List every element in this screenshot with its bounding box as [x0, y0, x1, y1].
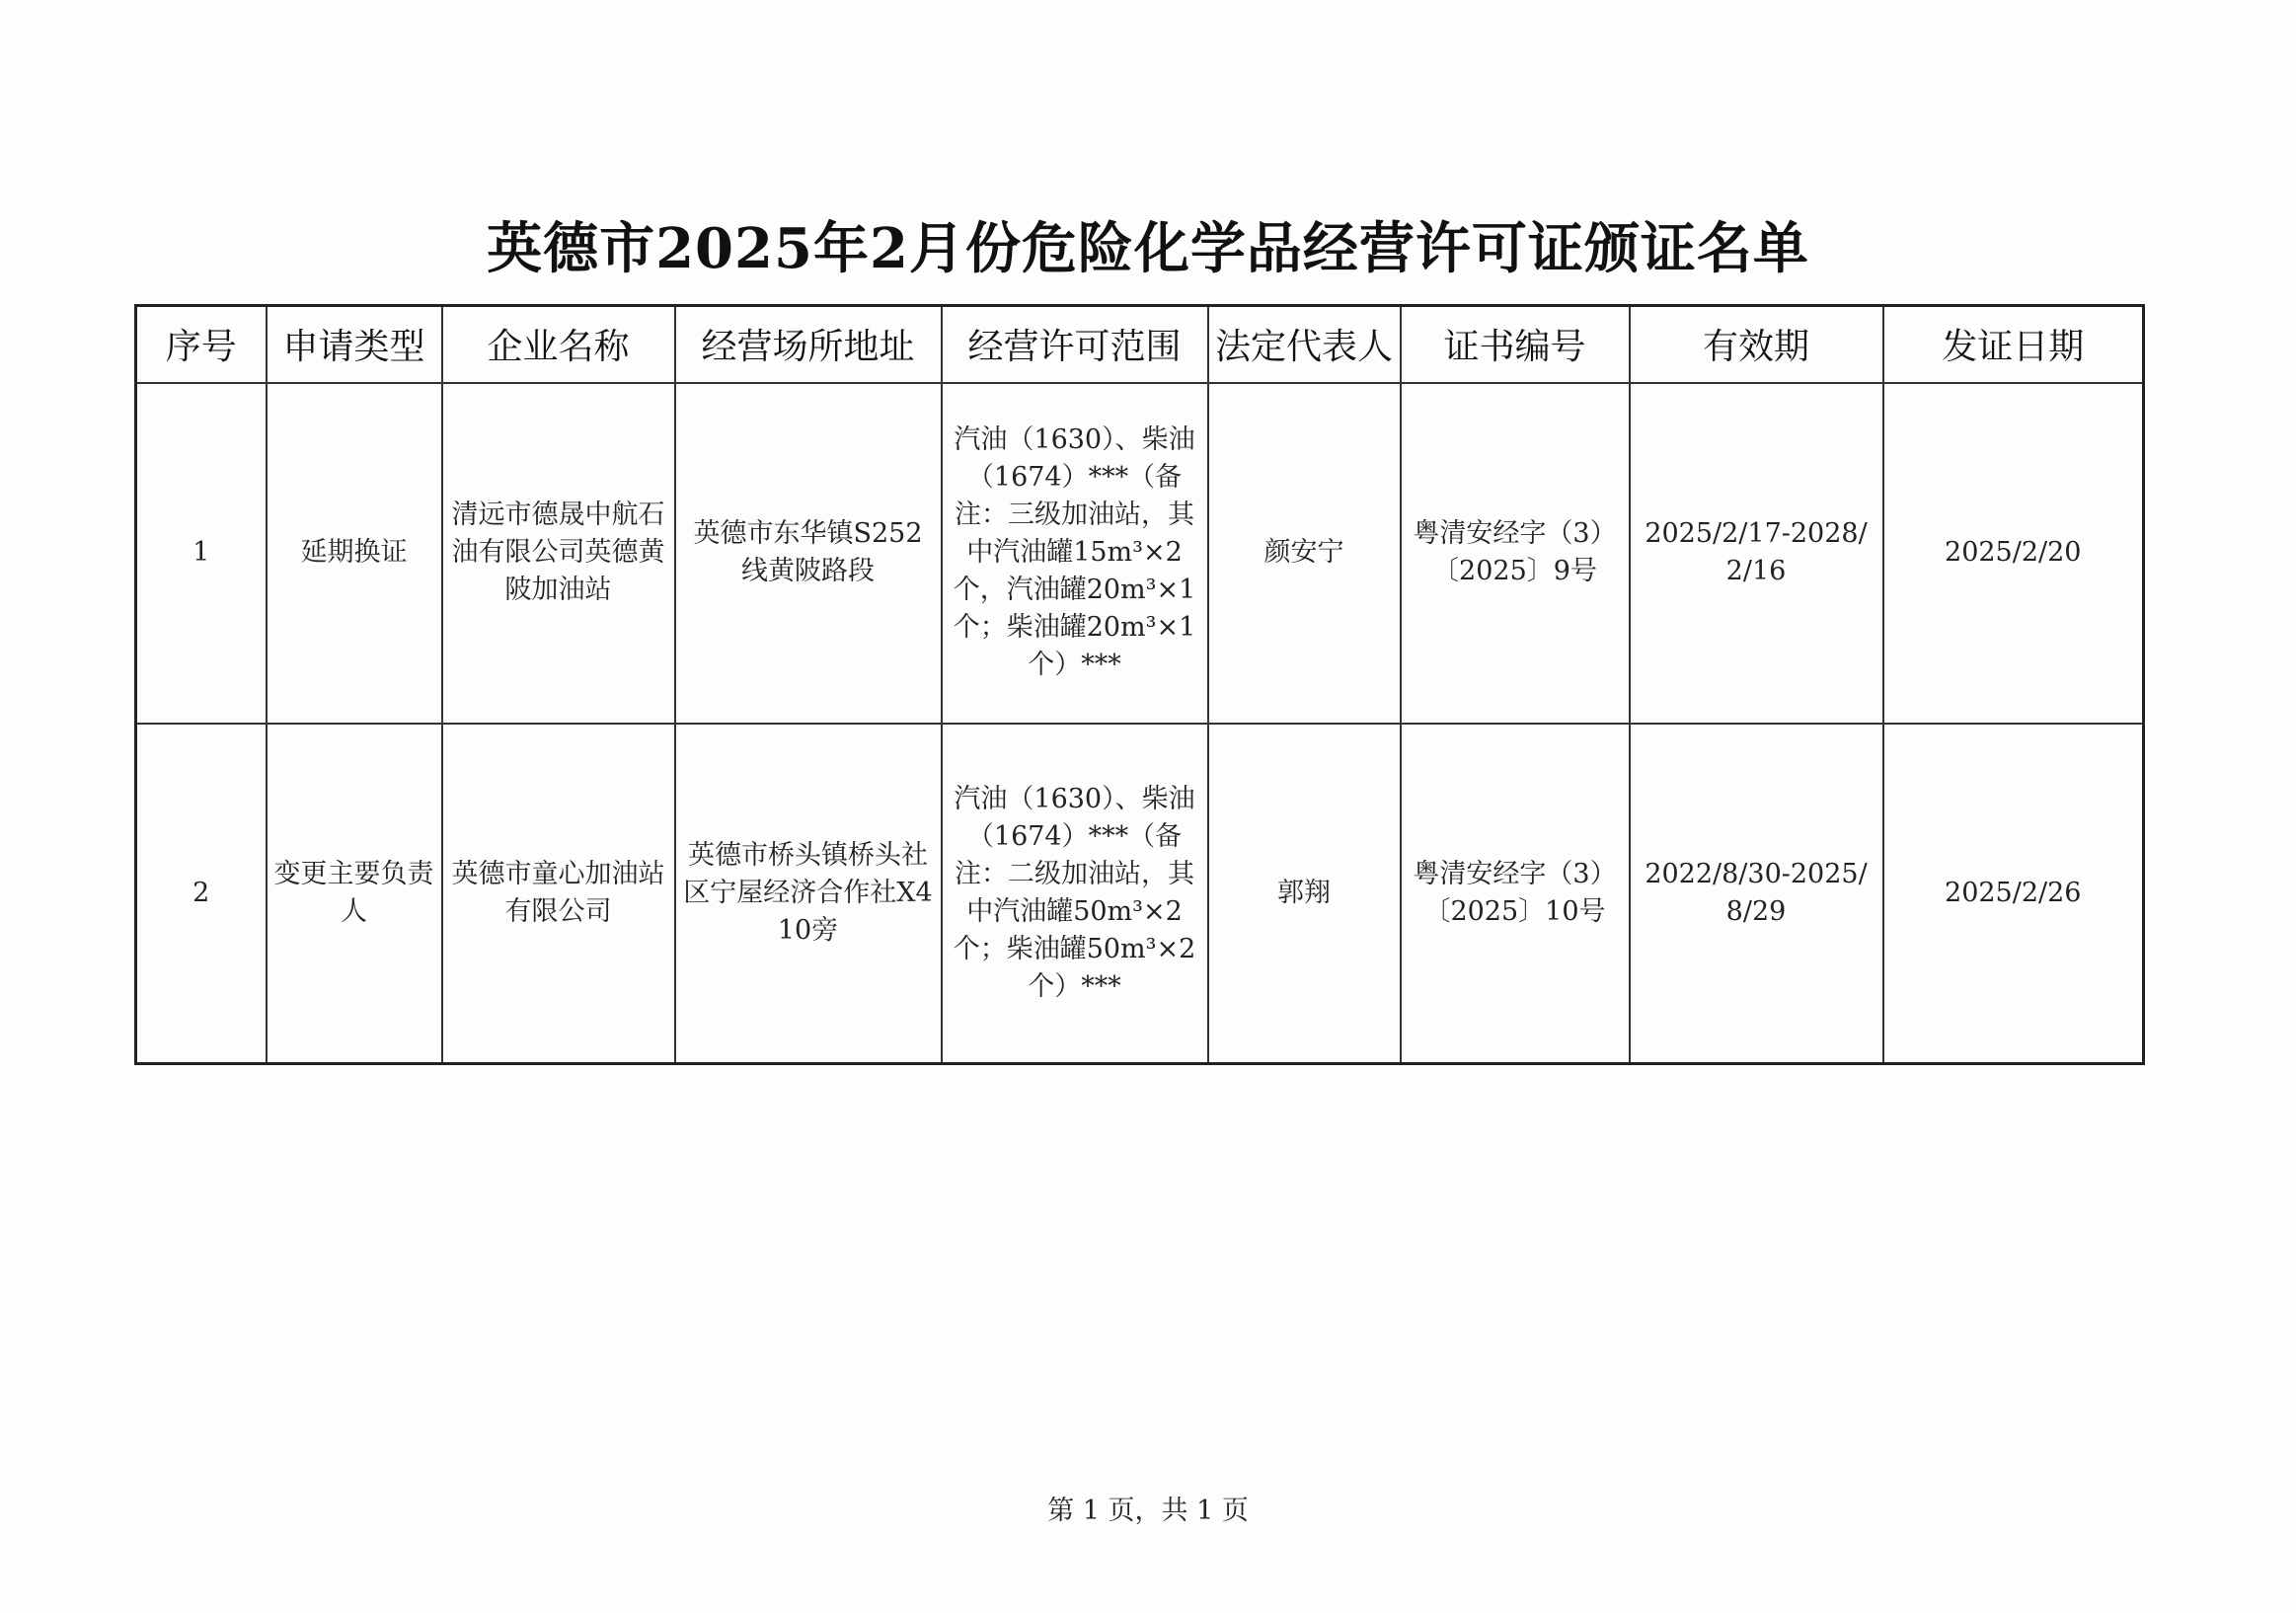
cell-company-name: 清远市德晟中航石油有限公司英德黄陂加油站: [442, 383, 675, 724]
header-application-type: 申请类型: [267, 306, 442, 383]
cell-legal-representative: 颜安宁: [1208, 383, 1401, 724]
cell-certificate-number: 粤清安经字（3）〔2025〕10号: [1401, 724, 1630, 1064]
header-validity-period: 有效期: [1630, 306, 1883, 383]
cell-application-type: 变更主要负责人: [267, 724, 442, 1064]
header-license-scope: 经营许可范围: [942, 306, 1208, 383]
permit-list-table: [134, 304, 2145, 1065]
cell-validity-period: 2025/2/17-2028/2/16: [1630, 383, 1883, 724]
table-row: [136, 724, 2144, 1064]
page-number-footer: 第 1 页，共 1 页: [1047, 1496, 1249, 1526]
header-index: 序号: [136, 306, 267, 383]
cell-index: 2: [136, 724, 267, 1064]
cell-license-scope: 汽油（1630）、柴油（1674）***（备注：二级加油站，其中汽油罐50m³×2个；柴油罐50m³×2个）***: [942, 724, 1208, 1064]
table-header-row: [136, 306, 2144, 383]
cell-business-address: 英德市东华镇S252线黄陂路段: [675, 383, 942, 724]
header-legal-representative: 法定代表人: [1208, 306, 1401, 383]
cell-validity-period: 2022/8/30-2025/8/29: [1630, 724, 1883, 1064]
header-issue-date: 发证日期: [1883, 306, 2144, 383]
table-row: [136, 383, 2144, 724]
cell-business-address: 英德市桥头镇桥头社区宁屋经济合作社X410旁: [675, 724, 942, 1064]
header-company-name: 企业名称: [442, 306, 675, 383]
cell-certificate-number: 粤清安经字（3）〔2025〕9号: [1401, 383, 1630, 724]
cell-issue-date: 2025/2/26: [1883, 724, 2144, 1064]
cell-issue-date: 2025/2/20: [1883, 383, 2144, 724]
cell-license-scope: 汽油（1630）、柴油（1674）***（备注：三级加油站，其中汽油罐15m³×2个，汽油罐20m³×1个；柴油罐20m³×1个）***: [942, 383, 1208, 724]
cell-application-type: 延期换证: [267, 383, 442, 724]
cell-index: 1: [136, 383, 267, 724]
page-title: 英德市2025年2月份危险化学品经营许可证颁证名单: [487, 216, 1809, 281]
cell-legal-representative: 郭翔: [1208, 724, 1401, 1064]
header-business-address: 经营场所地址: [675, 306, 942, 383]
cell-company-name: 英德市童心加油站有限公司: [442, 724, 675, 1064]
header-certificate-number: 证书编号: [1401, 306, 1630, 383]
